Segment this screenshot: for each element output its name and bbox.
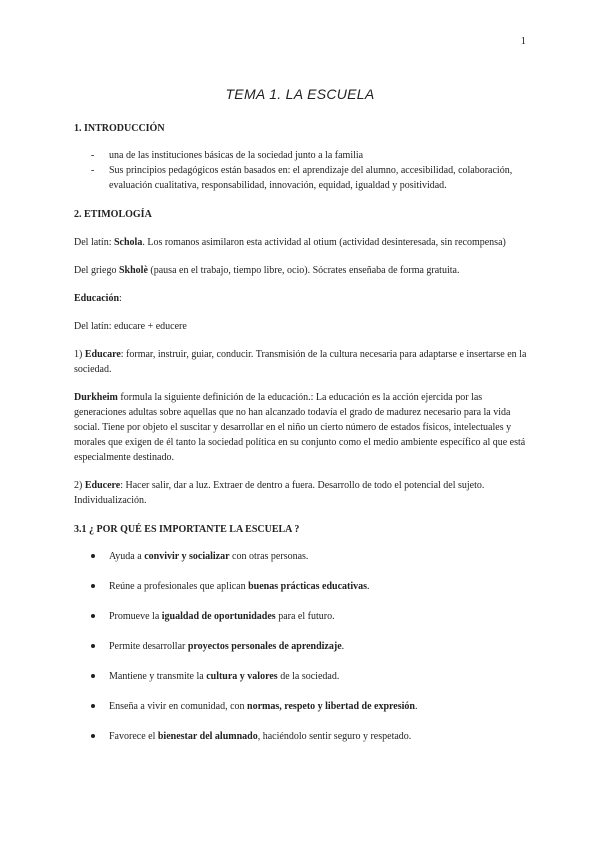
list-item: Reúne a profesionales que aplican buenas prácticas educativas. [74, 579, 534, 594]
section-heading-etymology: 2. ETIMOLOGÍA [74, 209, 152, 220]
section-heading-importance: 3.1 ¿ POR QUÉ ES IMPORTANTE LA ESCUELA ? [74, 524, 300, 535]
list-item: Permite desarrollar proyectos personales de aprendizaje. [74, 639, 534, 654]
paragraph-schola: Del latín: Schola. Los romanos asimilaron esta actividad al otium (actividad desinteresada, sin recompensa) [74, 237, 506, 248]
list-item: - Sus principios pedagógicos están basados en: el aprendizaje del alumno, accesibilidad, colaboración, evaluación cualitativa, responsabilidad, innovación, equidad, igualdad y positividad. [74, 163, 534, 193]
list-item: Mantiene y transmite la cultura y valores de la sociedad. [74, 669, 534, 684]
list-item: Favorece el bienestar del alumnado, haciéndolo sentir seguro y respetado. [74, 729, 534, 744]
document-body [74, 121, 534, 759]
paragraph-latin-roots: Del latín: educare + educere [74, 321, 187, 332]
list-item: Promueve la igualdad de oportunidades para el futuro. [74, 609, 534, 624]
list-item: - una de las instituciones básicas de la sociedad junto a la familia [74, 148, 534, 163]
page-number: 1 [520, 36, 526, 47]
paragraph-educare: 1) Educare: formar, instruir, guiar, conducir. Transmisión de la cultura necesaria para adaptarse e insertarse en la sociedad. [74, 349, 527, 375]
importance-list [74, 549, 534, 744]
page-title: TEMA 1. LA ESCUELA [225, 86, 375, 102]
paragraph-educere: 2) Educere: Hacer salir, dar a luz. Extraer de dentro a fuera. Desarrollo de todo el potencial del sujeto. Individualización. [74, 480, 485, 506]
paragraph-durkheim: Durkheim formula la siguiente definición de la educación.: La educación es la acción ejercida por las generaciones adultas sobre aquellas que no han alcanzado todavía el grado de madurez necesario para la vida social. Tiene por objeto el suscitar y desarrollar en el niño un cierto número de estados físicos, intelectuales y morales que exigen de él tanto la sociedad política en su conjunto como el medio ambiente específico al que está especialmente destinado. [74, 392, 526, 463]
subheading-educacion: Educación: [74, 293, 122, 304]
paragraph-skhole: Del griego Skholè (pausa en el trabajo, tiempo libre, ocio). Sócrates enseñaba de forma gratuita. [74, 265, 460, 276]
introduction-list [74, 148, 534, 193]
list-item: Ayuda a convivir y socializar con otras personas. [74, 549, 534, 564]
section-heading-introduction: 1. INTRODUCCIÓN [74, 123, 165, 134]
list-item: Enseña a vivir en comunidad, con normas, respeto y libertad de expresión. [74, 699, 534, 714]
